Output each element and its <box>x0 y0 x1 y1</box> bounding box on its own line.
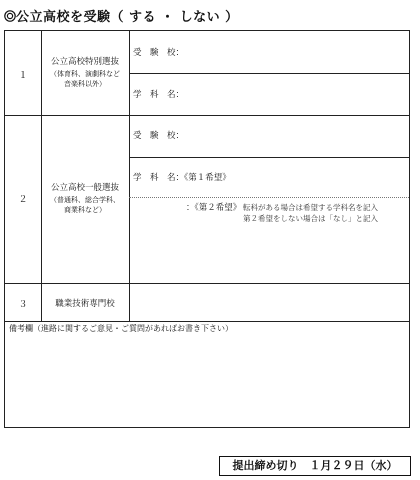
school-field[interactable]: 受 験 校： <box>133 48 185 58</box>
department-second-choice-field[interactable]: ：《第２希望》 <box>186 203 242 213</box>
form-title <box>4 6 239 25</box>
school-field[interactable]: 受 験 校： <box>133 131 185 141</box>
vocational-school-field[interactable] <box>129 284 409 321</box>
remarks-label: 備考欄（進路に関するご意見・ご質問があればお書き下さい） <box>9 324 233 333</box>
category-title: 公立高校特別選抜 <box>50 57 119 67</box>
row-divider <box>5 321 409 322</box>
second-choice-note: 第２希望をしない場合は「なし」と記入 <box>243 214 378 223</box>
title-text: 公立高校を受験（ する ・ しない ） <box>16 10 239 25</box>
field-divider <box>129 157 409 158</box>
second-choice-note: 転科がある場合は希望する学科名を記入 <box>243 203 378 212</box>
department-first-choice-field[interactable]: 学 科 名：《第１希望》 <box>133 173 231 183</box>
remarks-area[interactable] <box>5 337 409 427</box>
dotted-divider <box>129 197 409 198</box>
application-form-table <box>4 30 410 428</box>
department-field[interactable]: 学 科 名： <box>133 90 185 100</box>
row-number: １ <box>18 71 28 81</box>
double-circle-icon <box>4 10 16 25</box>
field-divider <box>129 73 409 74</box>
row-category <box>41 181 129 215</box>
row-category <box>41 55 129 89</box>
column-divider <box>129 31 130 321</box>
category-note: （普通科、総合学科、 商業科など） <box>50 196 120 214</box>
category-note: （体育科、演劇科など 音楽科以外） <box>50 70 120 88</box>
row-number: ２ <box>18 195 28 205</box>
category-title: 公立高校一般選抜 <box>50 183 119 193</box>
row-category <box>41 297 129 309</box>
row-divider <box>5 115 409 116</box>
category-title: 職業技術専門校 <box>55 299 115 309</box>
row-number: ３ <box>18 300 28 310</box>
deadline-box: 提出締め切り １月２９日（水） <box>219 456 411 476</box>
